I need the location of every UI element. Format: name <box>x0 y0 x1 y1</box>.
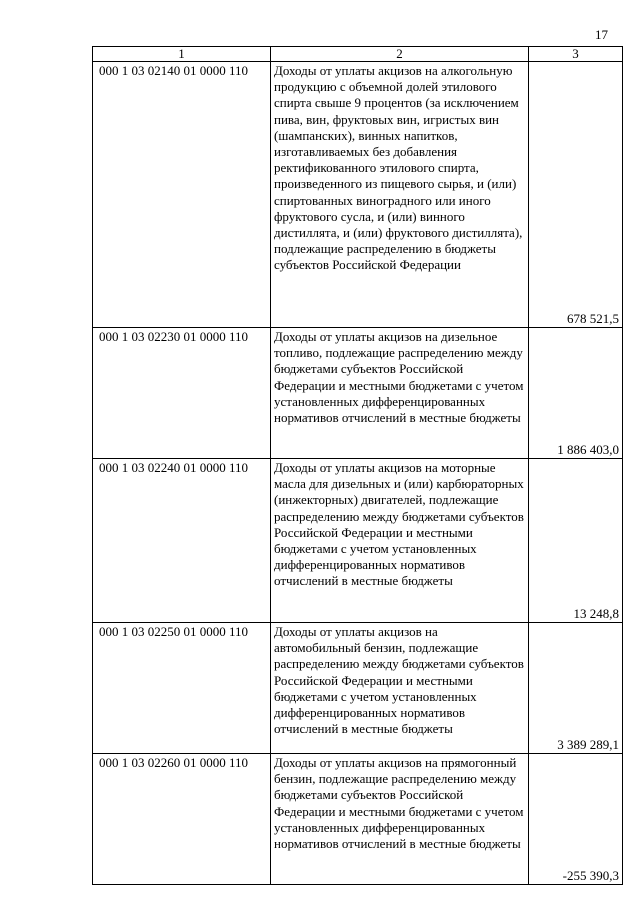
table-row <box>93 754 623 885</box>
row-code: 000 1 03 02240 01 0000 110 <box>93 459 271 623</box>
table-header-row <box>93 47 623 62</box>
row-amount: 678 521,5 <box>529 62 623 328</box>
column-header-code: 1 <box>93 47 271 62</box>
row-description: Доходы от уплаты акцизов на моторные масла для дизельных и (или) карбюраторных (инжекторных) двигателей, подлежащие распределению между бюджетами субъектов Российской Федерации и местными бюджетами с учетом установленных дифференцированных нормативов отчислений в местные бюджеты <box>271 459 529 623</box>
page-number: 17 <box>595 27 608 42</box>
column-header-amount: 3 <box>529 47 623 62</box>
revenue-table <box>92 46 623 885</box>
row-description: Доходы от уплаты акцизов на дизельное топливо, подлежащие распределению между бюджетами субъектов Российской Федерации и местными бюджетами с учетом установленных дифференцированных нормативов отчислений в местные бюджеты <box>271 328 529 459</box>
row-amount: 1 886 403,0 <box>529 328 623 459</box>
row-description: Доходы от уплаты акцизов на прямогонный бензин, подлежащие распределению между бюджетами субъектов Российской Федерации и местными бюджетами с учетом установленных дифференцированных нормативов отчислений в местные бюджеты <box>271 754 529 885</box>
row-amount: 13 248,8 <box>529 459 623 623</box>
table-row <box>93 623 623 754</box>
row-description: Доходы от уплаты акцизов на автомобильный бензин, подлежащие распределению между бюджетами субъектов Российской Федерации и местными бюджетами с учетом установленных дифференцированных нормативов отчислений в местные бюджеты <box>271 623 529 754</box>
row-code: 000 1 03 02140 01 0000 110 <box>93 62 271 328</box>
row-description: Доходы от уплаты акцизов на алкогольную продукцию с объемной долей этилового спирта свыше 9 процентов (за исключением пива, вин, фруктовых вин, игристых вин (шампанских), винных напитков, изготавливаемых без добавления ректификованного этилового спирта, произведенного из пищевого сырья, и (или) спиртованных виноградного или иного фруктового сусла, и (или) винного дистиллята, и (или) фруктового дистиллята), подлежащие распределению в бюджеты субъектов Российской Федерации <box>271 62 529 328</box>
column-header-description: 2 <box>271 47 529 62</box>
row-amount: -255 390,3 <box>529 754 623 885</box>
table-row <box>93 62 623 328</box>
row-code: 000 1 03 02230 01 0000 110 <box>93 328 271 459</box>
table-row <box>93 328 623 459</box>
row-code: 000 1 03 02250 01 0000 110 <box>93 623 271 754</box>
table-row <box>93 459 623 623</box>
row-amount: 3 389 289,1 <box>529 623 623 754</box>
row-code: 000 1 03 02260 01 0000 110 <box>93 754 271 885</box>
